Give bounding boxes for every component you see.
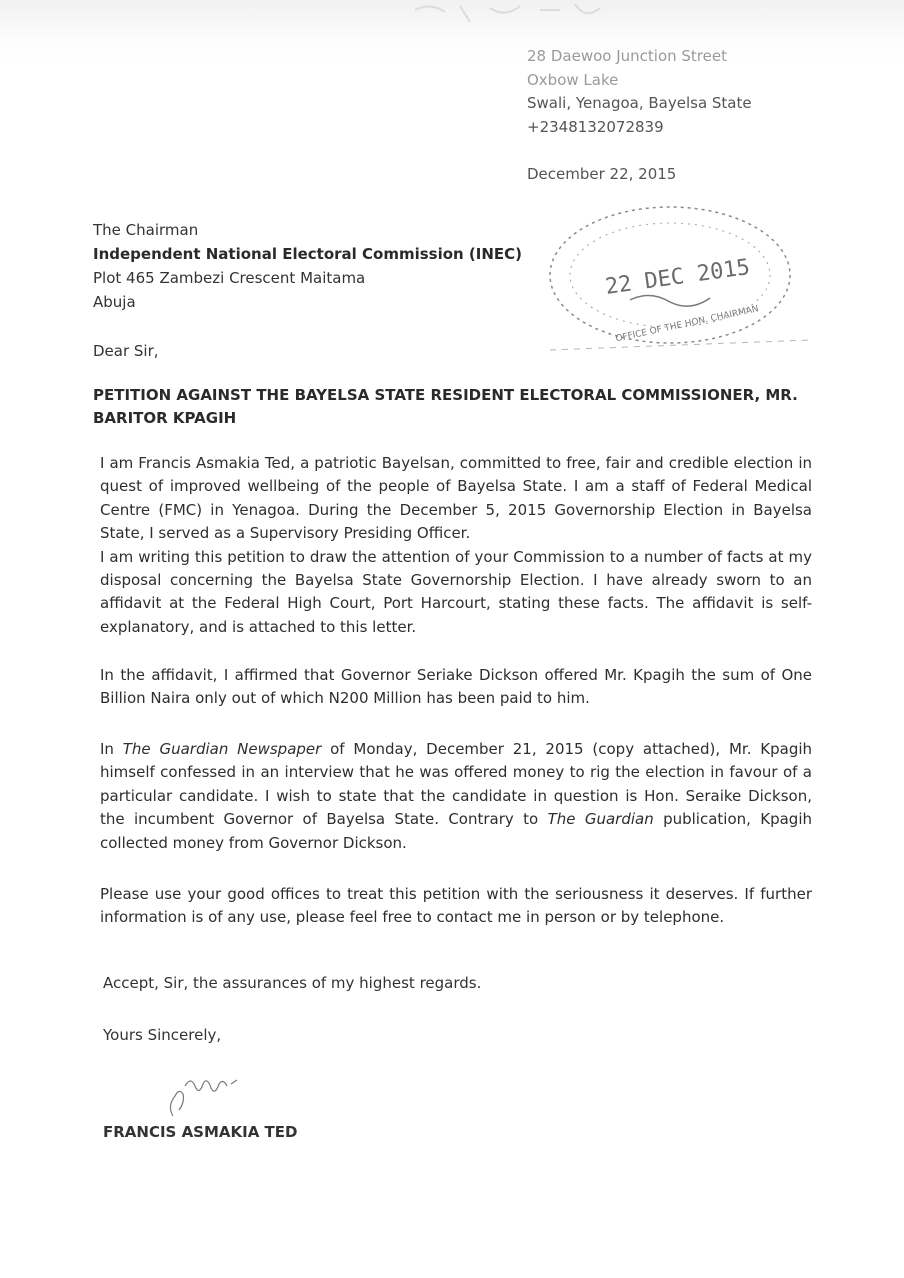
subject-line: PETITION AGAINST THE BAYELSA STATE RESIDENT ELECTORAL COMMISSIONER, MR. BARITOR KPAGIH [93,386,798,427]
salutation: Dear Sir, [93,342,159,360]
recipient-city: Abuja [93,293,136,311]
body-paragraph-request: Please use your good offices to treat this petition with the seriousness it deserves. If further information is of any use, please feel free to contact me in person or by telephone. [100,885,812,927]
guardian-publication-name: The Guardian Newspaper [122,740,322,758]
stamp-office-text: OFFICE OF THE HON. CHAIRMAN [614,304,760,345]
closing-regards: Accept, Sir, the assurances of my highest regards. [103,974,482,992]
sender-city: Swali, Yenagoa, Bayelsa State [527,94,752,112]
intro-sentence: I am Francis Asmakia Ted, a patriotic Bayelsan, committed to free, fair and credible election in quest of improved wellbeing of the people of Bayelsa State. I am a staff of Federal Medical Centre (FMC) in Yenagoa. During the December 5, 2015 Governorship Election in Bayelsa State, I served as a Supervisory Presiding Officer. [100,454,812,543]
sender-address [527,45,752,139]
sender-phone: +2348132072839 [527,117,664,136]
closing-signoff: Yours Sincerely, [103,1026,222,1044]
body-paragraph-intro [100,452,812,639]
faint-bleedthrough-mark [410,0,610,37]
handwritten-signature [155,1066,255,1126]
body-paragraph-guardian [100,738,812,855]
recipient-street: Plot 465 Zambezi Crescent Maitama [93,269,366,287]
guardian-pre: In [100,740,123,758]
guardian-post: publication, Kpagih collected money from Governor Dickson. [100,810,812,852]
guardian-publication-short: The Guardian [547,810,654,829]
recipient-organization: Independent National Electoral Commission (INEC) [93,245,523,263]
sender-area: Oxbow Lake [527,70,619,89]
body-paragraph-affidavit: In the affidavit, I affirmed that Governor Seriake Dickson offered Mr. Kpagih the sum of One Billion Naira only out of which N200 Million has been paid to him. [100,666,812,708]
letter-date: December 22, 2015 [527,165,677,183]
purpose-sentence: I am writing this petition to draw the attention of your Commission to a number of facts at my disposal concerning the Bayelsa State Governorship Election. I have already sworn to an affidavit at the Federal High Court, Port Harcourt, stating these facts. The affidavit is self-explanatory, and is attached to this letter. [100,547,812,636]
signer-name: FRANCIS ASMAKIA TED [103,1123,298,1141]
recipient-title: The Chairman [93,221,199,239]
received-stamp [540,190,820,360]
stamp-date: 22 DEC 2015 [603,254,752,300]
guardian-mid: of Monday, December 21, 2015 (copy attached), Mr. Kpagih himself confessed in an interview that he was offered money to rig the election in favour of a particular candidate. I wish to state that the candidate in question is Hon. Seraike Dickson, the incumbent Governor of Bayelsa State. Contrary to [100,740,813,829]
sender-street: 28 Daewoo Junction Street [527,47,727,65]
recipient-address [93,218,522,314]
